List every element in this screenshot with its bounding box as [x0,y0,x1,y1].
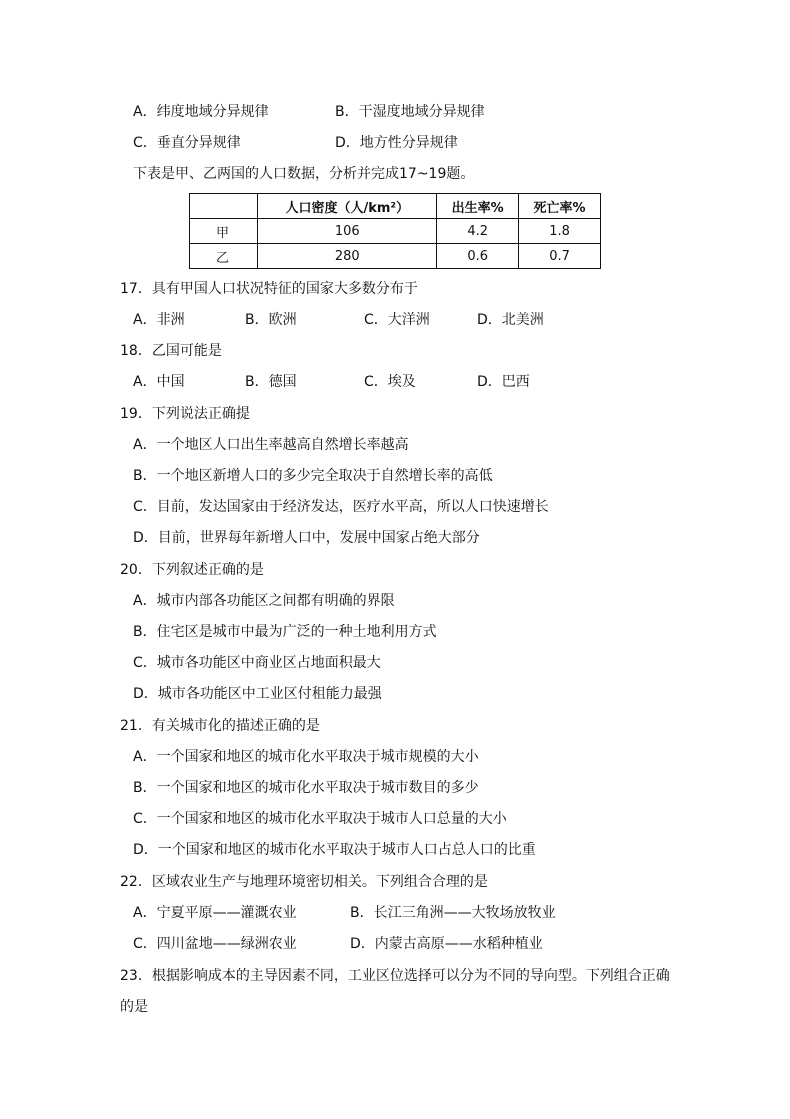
q21-option-a: A．一个国家和地区的城市化水平取决于城市规模的大小 [133,749,479,765]
population-table [189,193,601,269]
country-cell: 乙 [190,244,258,269]
country-cell: 甲 [190,219,258,244]
header-death-rate: 死亡率% [519,194,601,219]
q21-option-d: D．一个国家和地区的城市化水平取决于城市人口占总人口的比重 [133,842,536,858]
q20-option-b: B．住宅区是城市中最为广泛的一种土地利用方式 [133,624,437,640]
density-cell: 106 [258,219,437,244]
q20-option-c: C．城市各功能区中商业区占地面积最大 [133,655,381,671]
q18-option-a: A．中国 [133,374,185,390]
q16-option-a: A．纬度地域分异规律 [133,104,269,120]
q22-option-b: B．长江三角洲——大牧场放牧业 [350,905,556,921]
header-density: 人口密度（人/km²） [258,194,437,219]
q20-option-a: A．城市内部各功能区之间都有明确的界限 [133,593,395,609]
q22-option-a: A．宁夏平原——灌溉农业 [133,905,297,921]
table-intro: 下表是甲、乙两国的人口数据，分析并完成17~19题。 [133,166,475,182]
q18-option-b: B．德国 [245,374,297,390]
q19-stem: 19．下列说法正确提 [120,406,250,422]
q16-option-b: B．干湿度地域分异规律 [335,104,485,120]
q16-option-d: D．地方性分异规律 [335,135,458,151]
q22-option-c: C．四川盆地——绿洲农业 [133,936,297,952]
header-blank [190,194,258,219]
q20-option-d: D．城市各功能区中工业区付租能力最强 [133,686,382,702]
death-rate-cell: 0.7 [519,244,601,269]
q18-stem: 18．乙国可能是 [120,343,222,359]
q22-stem: 22．区域农业生产与地理环境密切相关。下列组合合理的是 [120,874,488,890]
q21-stem: 21．有关城市化的描述正确的是 [120,718,320,734]
density-cell: 280 [258,244,437,269]
q23-stem-line2: 的是 [120,999,148,1015]
table-header-row [190,194,601,219]
q19-option-a: A．一个地区人口出生率越高自然增长率越高 [133,437,409,453]
q17-option-c: C．大洋洲 [364,312,430,328]
q16-option-c: C．垂直分异规律 [133,135,241,151]
q23-stem-line1: 23．根据影响成本的主导因素不同，工业区位选择可以分为不同的导向型。下列组合正确 [120,968,670,984]
birth-rate-cell: 4.2 [437,219,519,244]
q19-option-b: B．一个地区新增人口的多少完全取决于自然增长率的高低 [133,468,493,484]
q21-option-c: C．一个国家和地区的城市化水平取决于城市人口总量的大小 [133,811,507,827]
q17-option-b: B．欧洲 [245,312,297,328]
q21-option-b: B．一个国家和地区的城市化水平取决于城市数目的多少 [133,780,479,796]
q18-option-d: D．巴西 [477,374,530,390]
q19-option-c: C．目前，发达国家由于经济发达，医疗水平高，所以人口快速增长 [133,499,549,515]
q17-option-d: D．北美洲 [477,312,544,328]
birth-rate-cell: 0.6 [437,244,519,269]
q18-option-c: C．埃及 [364,374,416,390]
q22-option-d: D．内蒙古高原——水稻种植业 [350,936,543,952]
q19-option-d: D．目前，世界每年新增人口中，发展中国家占绝大部分 [133,530,480,546]
table-row [190,244,601,269]
q17-stem: 17．具有甲国人口状况特征的国家大多数分布于 [120,281,418,297]
death-rate-cell: 1.8 [519,219,601,244]
q20-stem: 20．下列叙述正确的是 [120,562,264,578]
table-row [190,219,601,244]
q17-option-a: A．非洲 [133,312,185,328]
header-birth-rate: 出生率% [437,194,519,219]
